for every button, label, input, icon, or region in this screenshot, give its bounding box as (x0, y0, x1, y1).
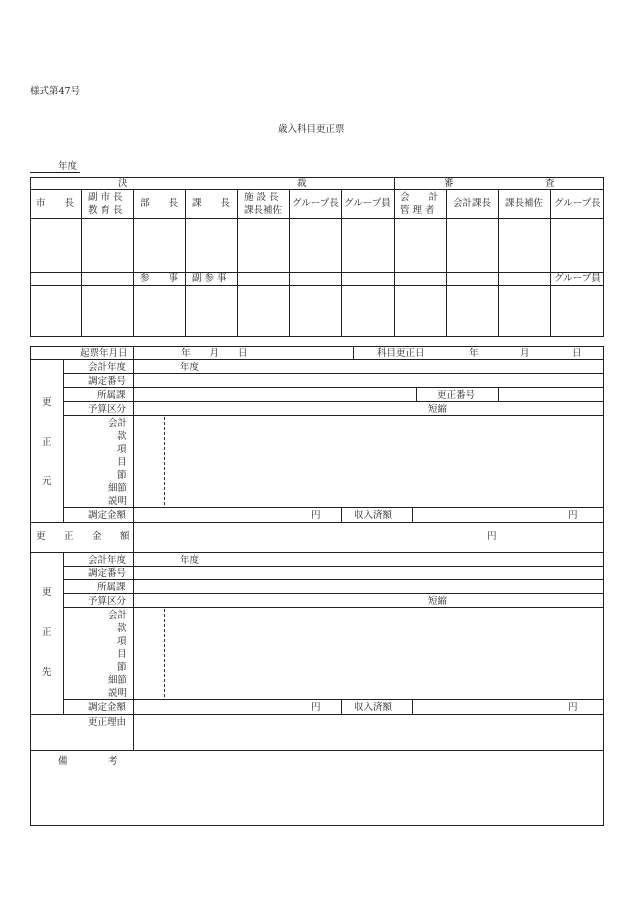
role-facility-chief: 施 設 長 (244, 192, 279, 203)
source-received-label: 収入済額 (354, 510, 393, 521)
source-side-2: 正 (42, 437, 52, 448)
fiscal-year-underline (30, 172, 80, 173)
fiscal-year-label: 年度 (58, 161, 78, 172)
role-group-leader: グループ長 (292, 198, 339, 209)
role-superintendent: 教 育 長 (88, 205, 123, 216)
dest-adjustment-no-label: 調定番号 (88, 568, 127, 579)
role-deputy-councilor: 副 参 事 (192, 273, 227, 284)
source-budget-class-label: 予算区分 (88, 404, 127, 415)
draft-date-value[interactable]: 年 月 日 (181, 348, 248, 359)
group-kessai-1: 決 (118, 178, 128, 189)
dest-side-3: 先 (42, 667, 52, 678)
role-deputy-mayor: 副 市 長 (88, 192, 123, 203)
source-item-kan: 款 (117, 431, 127, 442)
source-abbrev-label: 短縮 (428, 404, 448, 415)
reason-label: 更正理由 (88, 717, 127, 728)
source-item-saisetsu: 細節 (108, 483, 128, 494)
source-item-setsu: 節 (117, 470, 127, 481)
dest-item-kan: 款 (117, 623, 127, 634)
role-section-chief: 課 長 (192, 198, 231, 209)
remarks-label-2: 考 (108, 756, 118, 767)
source-item-account: 会計 (108, 418, 128, 429)
source-item-moku: 目 (117, 457, 127, 468)
source-adjusted-amount-label: 調定金額 (88, 510, 127, 521)
correction-amount-label-4: 額 (120, 531, 130, 542)
dest-received-label: 収入済額 (354, 702, 393, 713)
source-side-3: 元 (42, 476, 52, 487)
source-adjusted-amount-yen: 円 (311, 510, 321, 521)
role-mayor: 市 長 (36, 198, 75, 209)
source-item-kou: 項 (117, 444, 127, 455)
dest-item-kou: 項 (117, 636, 127, 647)
form-number: 様式第47号 (30, 86, 81, 97)
dest-side-1: 更 (42, 587, 52, 598)
correction-date-year[interactable]: 年 (469, 348, 479, 359)
form-title: 歳入科目更正票 (278, 124, 345, 135)
dest-adjusted-amount-label: 調定金額 (88, 702, 127, 713)
role-group-member-2: グループ員 (554, 273, 601, 284)
role-audit-group-leader: グループ長 (554, 198, 601, 209)
role-accountant-2: 管 理 者 (400, 205, 435, 216)
dest-abbrev-label: 短縮 (428, 596, 448, 607)
source-side-1: 更 (42, 397, 52, 408)
source-item-description: 説明 (108, 496, 128, 507)
correction-amount-yen: 円 (487, 531, 497, 542)
dest-adjusted-amount-yen: 円 (311, 702, 321, 713)
dest-received-yen: 円 (568, 702, 578, 713)
role-section-assistant: 課長補佐 (244, 205, 283, 216)
correction-date-day[interactable]: 日 (572, 348, 582, 359)
correction-amount-label-1: 更 (36, 531, 46, 542)
role-accountant-1: 会 計 (400, 192, 439, 203)
role-group-member: グループ員 (344, 198, 391, 209)
remarks-label-1: 備 (58, 756, 68, 767)
correction-date-label: 科目更正日 (377, 348, 425, 359)
correction-amount-label-2: 正 (64, 531, 74, 542)
dest-item-setsu: 節 (117, 662, 127, 673)
dest-fiscal-year-label: 会計年度 (88, 555, 127, 566)
role-director: 部 長 (140, 198, 179, 209)
group-shinsa-1: 審 (444, 178, 454, 189)
role-councilor: 参 事 (140, 273, 179, 284)
dest-item-moku: 目 (117, 649, 127, 660)
source-fiscal-year-value[interactable]: 年度 (180, 362, 200, 373)
source-fiscal-year-label: 会計年度 (88, 362, 127, 373)
dest-item-description: 説明 (108, 688, 128, 699)
draft-date-label: 起票年月日 (80, 348, 128, 359)
dest-dept-label: 所属課 (97, 582, 126, 593)
dest-item-account: 会計 (108, 610, 128, 621)
role-accounting-chief: 会計課長 (453, 198, 492, 209)
source-received-yen: 円 (568, 510, 578, 521)
dest-budget-class-label: 予算区分 (88, 596, 127, 607)
correction-amount-label-3: 金 (92, 531, 102, 542)
source-dept-label: 所属課 (97, 390, 126, 401)
dest-side-2: 正 (42, 627, 52, 638)
correction-date-month[interactable]: 月 (520, 348, 530, 359)
dest-item-saisetsu: 細節 (108, 675, 128, 686)
group-shinsa-2: 査 (545, 178, 555, 189)
source-adjustment-no-label: 調定番号 (88, 376, 127, 387)
group-kessai-2: 裁 (297, 178, 307, 189)
source-correction-no-label: 更正番号 (437, 390, 476, 401)
dest-fiscal-year-value[interactable]: 年度 (180, 555, 200, 566)
role-assistant-chief: 課長補佐 (505, 198, 544, 209)
